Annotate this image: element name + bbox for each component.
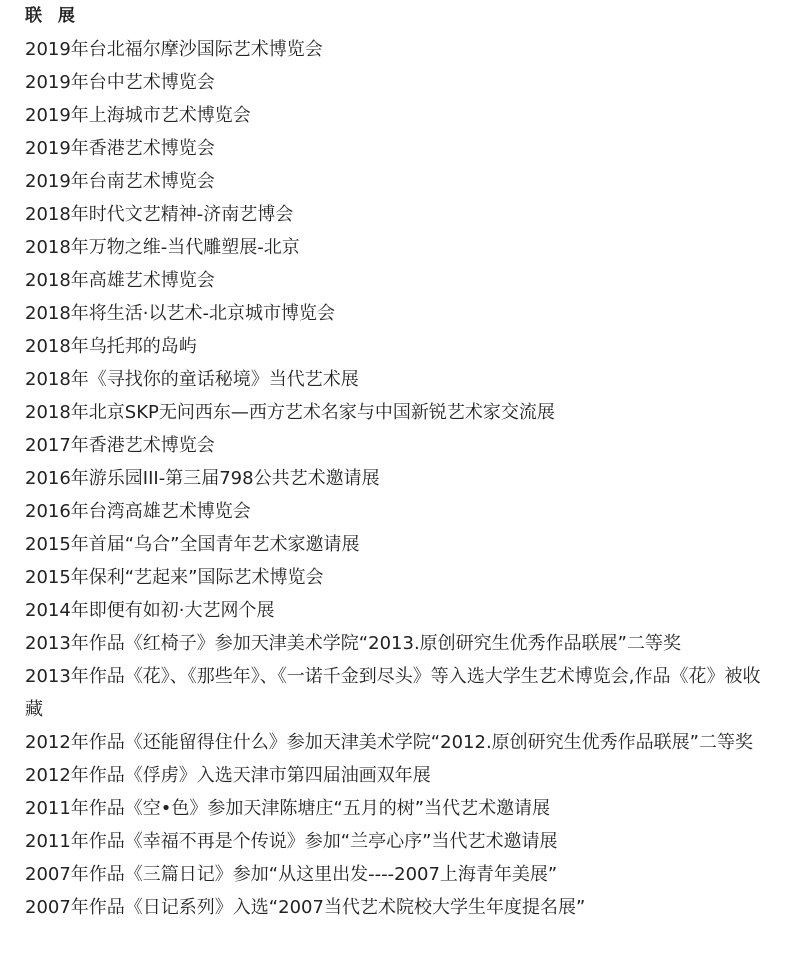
list-item: 2011年作品《幸福不再是个传说》参加“兰亭心序”当代艺术邀请展 [25,831,558,852]
exhibition-list [25,33,770,924]
list-item: 2016年游乐园III-第三届798公共艺术邀请展 [25,468,380,489]
list-item: 2018年《寻找你的童话秘境》当代艺术展 [25,369,359,390]
list-item: 2018年高雄艺术博览会 [25,270,215,291]
list-item: 2012年作品《还能留得住什么》参加天津美术学院“2012.原创研究生优秀作品联展”二等奖 [25,732,753,753]
list-item: 2016年台湾高雄艺术博览会 [25,501,251,522]
list-item: 2018年乌托邦的岛屿 [25,336,197,357]
list-item: 2015年保利“艺起来”国际艺术博览会 [25,567,324,588]
list-item: 2018年北京SKP无问西东—西方艺术名家与中国新锐艺术家交流展 [25,402,555,423]
document [25,0,770,924]
list-item: 2018年万物之维-当代雕塑展-北京 [25,237,300,258]
section-heading: 联 展 [25,6,80,26]
list-item: 2013年作品《花》、《那些年》、《一诺千金到尽头》等入选大学生艺术博览会,作品《花》被收藏 [25,666,761,720]
list-item: 2019年台北福尔摩沙国际艺术博览会 [25,39,323,60]
list-item: 2014年即便有如初·大艺网个展 [25,600,275,621]
list-item: 2019年台南艺术博览会 [25,171,215,192]
list-item: 2011年作品《空•色》参加天津陈塘庄“五月的树”当代艺术邀请展 [25,798,551,819]
list-item: 2013年作品《红椅子》参加天津美术学院“2013.原创研究生优秀作品联展”二等奖 [25,633,681,654]
list-item: 2012年作品《俘虏》入选天津市第四届油画双年展 [25,765,431,786]
list-item: 2007年作品《日记系列》入选“2007当代艺术院校大学生年度提名展” [25,897,586,918]
list-item: 2019年上海城市艺术博览会 [25,105,251,126]
list-item: 2007年作品《三篇日记》参加“从这里出发----2007上海青年美展” [25,864,558,885]
list-item: 2019年台中艺术博览会 [25,72,215,93]
list-item: 2018年时代文艺精神-济南艺博会 [25,204,294,225]
list-item: 2017年香港艺术博览会 [25,435,215,456]
list-item: 2015年首届“乌合”全国青年艺术家邀请展 [25,534,360,555]
list-item: 2019年香港艺术博览会 [25,138,215,159]
list-item: 2018年将生活·以艺术-北京城市博览会 [25,303,336,324]
